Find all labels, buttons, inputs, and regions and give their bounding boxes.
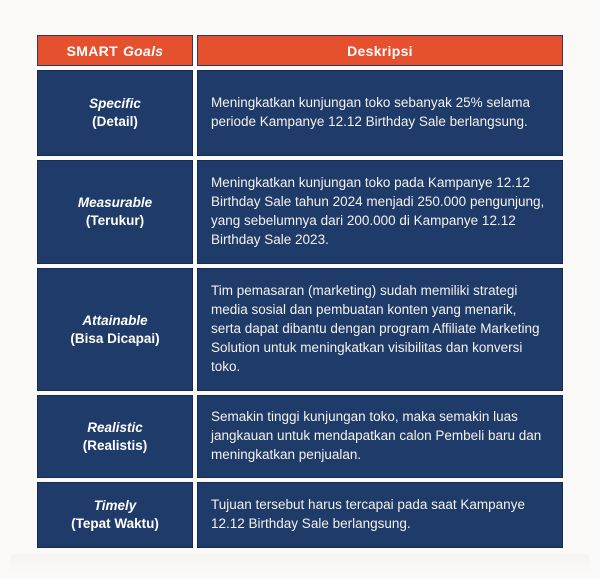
goal-translation: (Detail) — [92, 114, 138, 129]
description-cell-specific — [197, 70, 563, 156]
description-text: Semakin tinggi kunjungan toko, maka semakin luas jangkauan untuk mendapatkan calon Pembeli baru dan meningkatkan penjualan. — [211, 409, 542, 462]
smart-goals-table — [37, 35, 563, 548]
goal-name: Attainable — [82, 312, 148, 328]
goal-name: Specific — [89, 96, 141, 112]
goal-name: Timely — [93, 498, 137, 514]
goal-cell-measurable — [37, 160, 193, 264]
goal-name: Realistic — [87, 419, 143, 435]
header-smart-label: SMART — [66, 42, 118, 59]
description-cell-timely — [197, 482, 563, 548]
description-text: Meningkatkan kunjungan toko pada Kampanye 12.12 Birthday Sale tahun 2024 menjadi 250.000 pengunjung, yang sebelumnya dari 200.000 di Kampanye 12.12 Birthday Sale 2023. — [211, 175, 545, 247]
goal-cell-attainable — [37, 268, 193, 391]
goal-name: Measurable — [77, 195, 153, 211]
description-text: Meningkatkan kunjungan toko sebanyak 25% selama periode Kampanye 12.12 Birthday Sale berlangsung. — [211, 95, 530, 129]
goal-cell-specific — [37, 70, 193, 156]
description-text: Tujuan tersebut harus tercapai pada saat Kampanye 12.12 Birthday Sale berlangsung. — [211, 497, 525, 531]
goal-translation: (Tepat Waktu) — [71, 516, 159, 531]
goal-translation: (Terukur) — [85, 213, 145, 228]
header-deskripsi-label: Deskripsi — [347, 42, 413, 59]
description-cell-measurable — [197, 160, 563, 264]
header-cell-deskripsi — [197, 35, 563, 66]
bottom-shadow — [10, 554, 590, 572]
goal-translation: (Bisa Dicapai) — [70, 330, 160, 346]
goal-cell-timely — [37, 482, 193, 548]
header-cell-smart-goals — [37, 35, 193, 66]
description-cell-attainable — [197, 268, 563, 391]
goal-cell-realistic — [37, 395, 193, 478]
description-text: Tim pemasaran (marketing) sudah memiliki strategi media sosial dan pembuatan konten yang menarik, serta dapat dibantu dengan program Affiliate Marketing Solution untuk meningkatkan visibilitas dan konversi toko. — [211, 283, 540, 374]
description-cell-realistic — [197, 395, 563, 478]
goal-translation: (Realistis) — [82, 437, 148, 453]
header-goals-label: Goals — [122, 42, 164, 59]
